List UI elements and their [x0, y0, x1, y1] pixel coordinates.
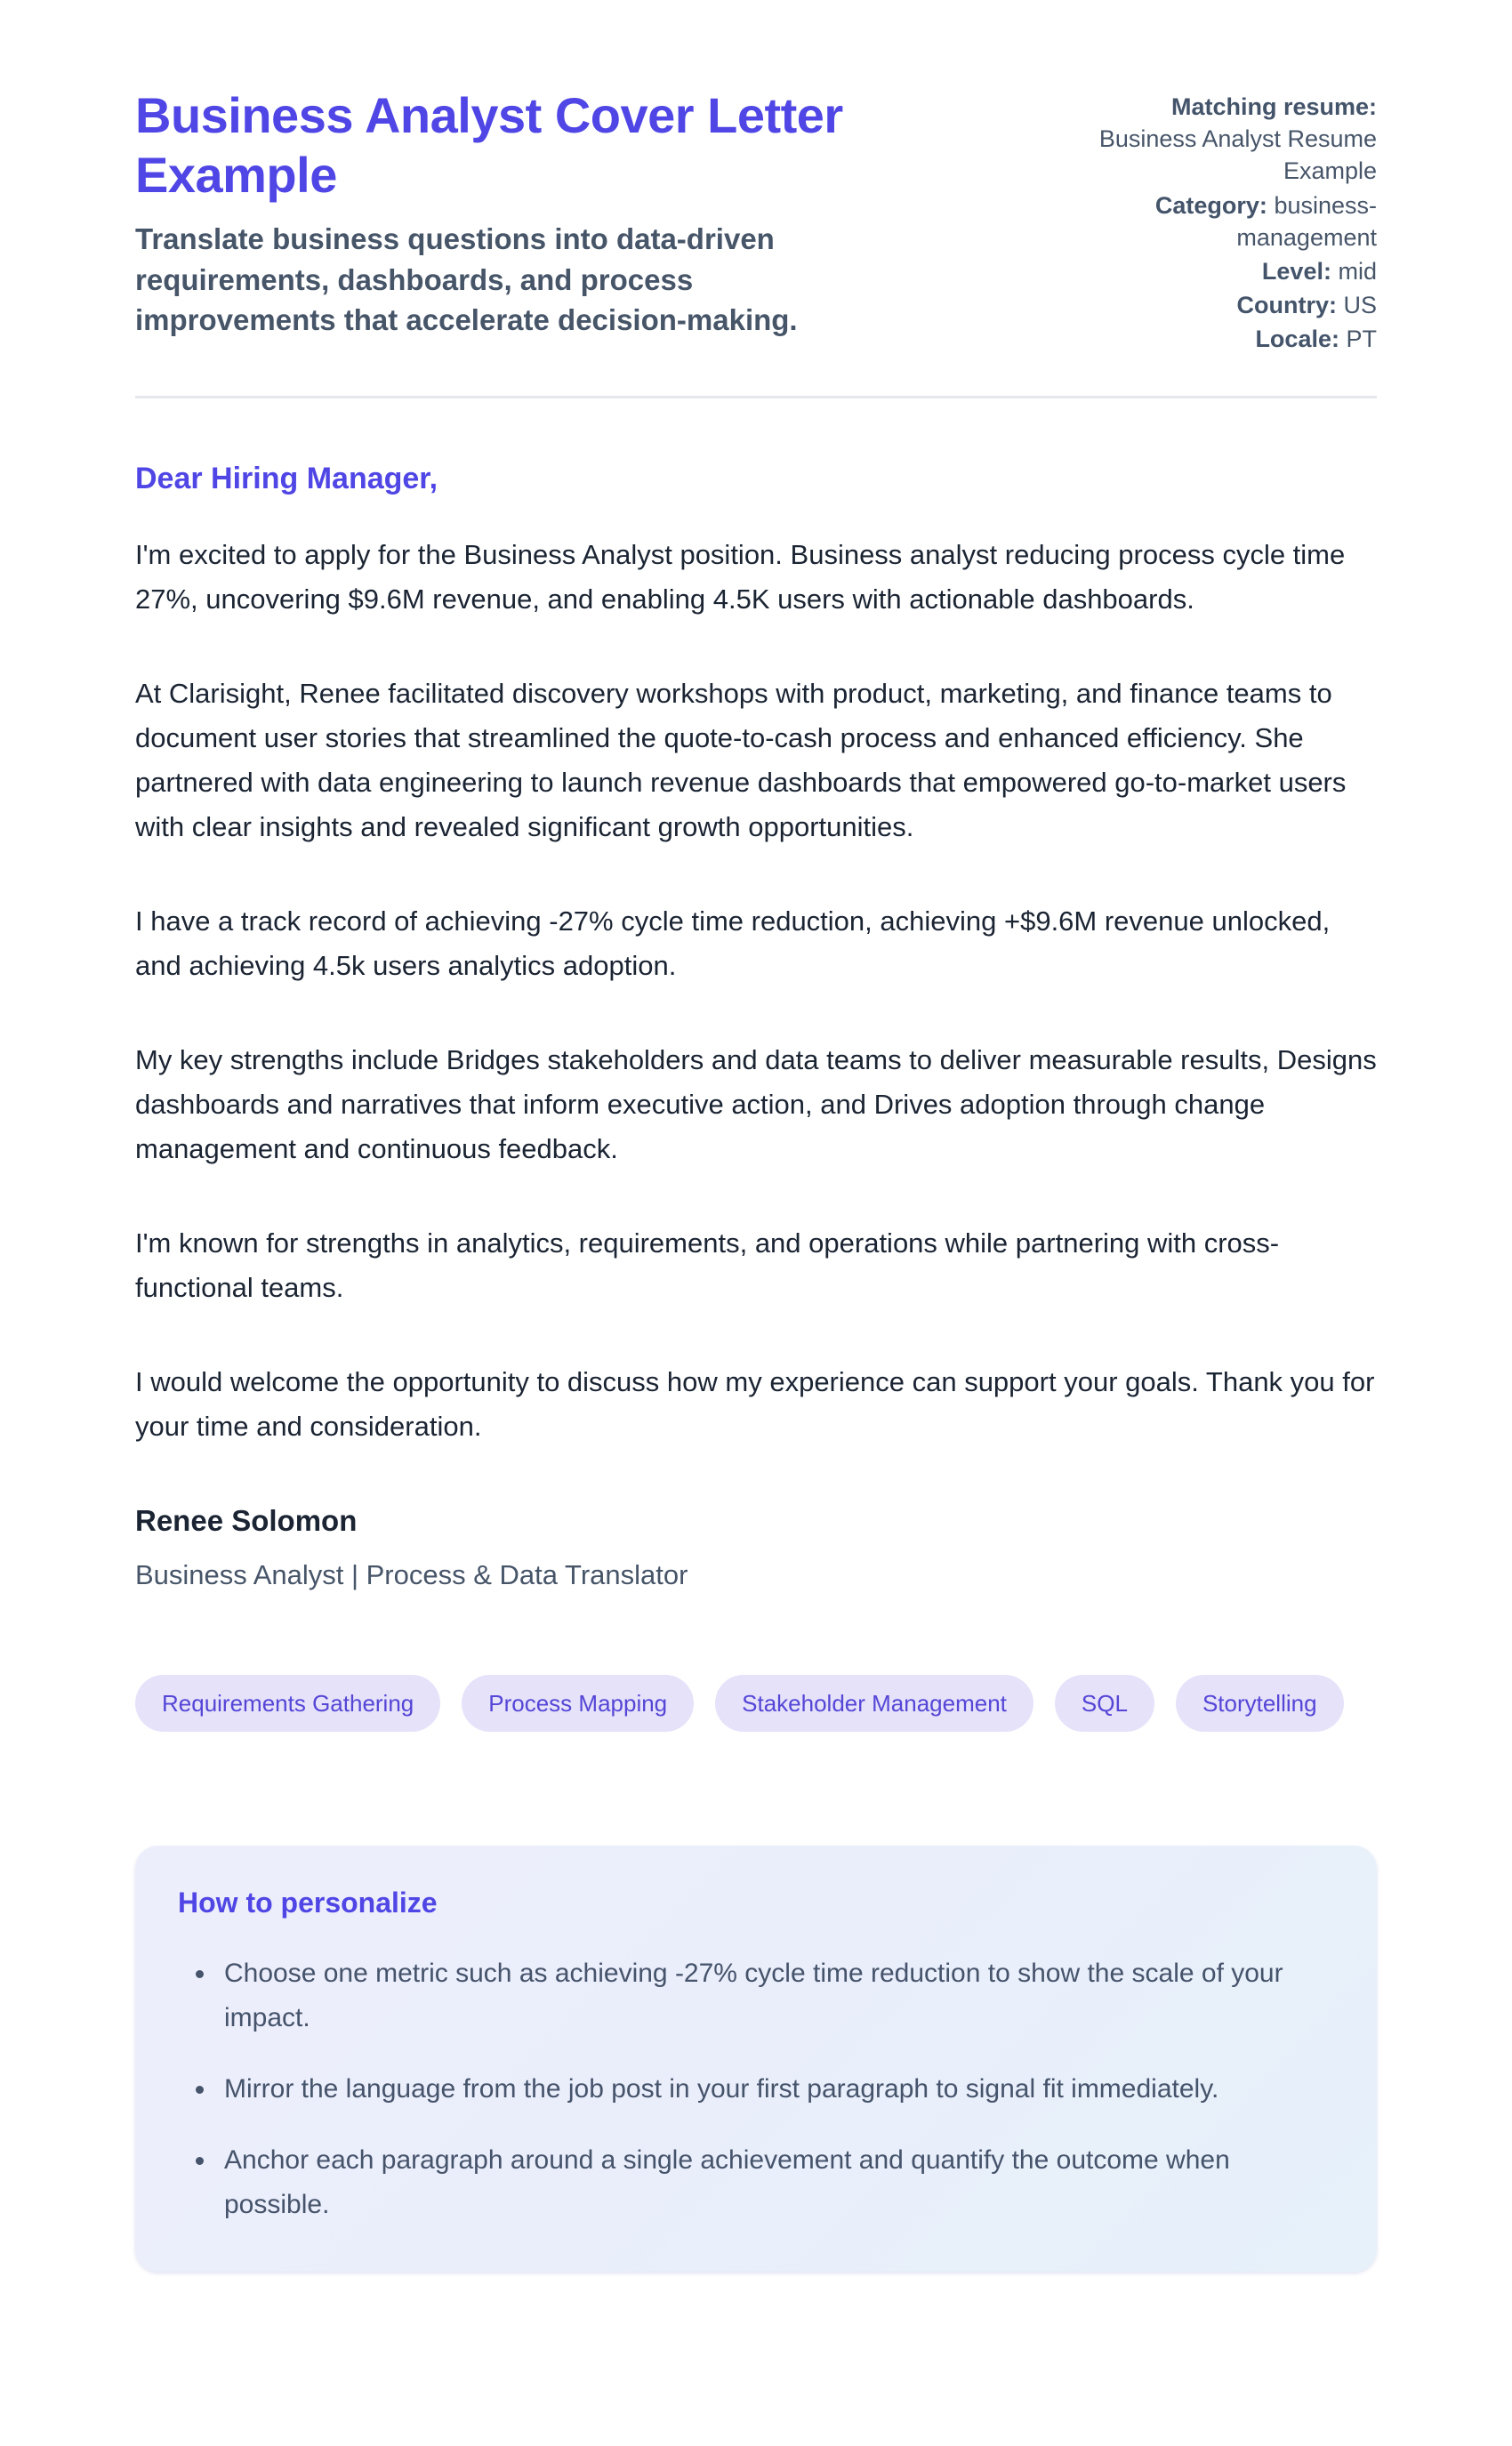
meta-level-value: mid — [1338, 257, 1377, 285]
meta-matching-resume-label: Matching resume: — [1170, 93, 1377, 120]
letter-body — [135, 533, 1377, 1449]
letter-paragraph: I would welcome the opportunity to discuss how my experience can support your goals. Thank you for your time and consideration. — [135, 1365, 1375, 1442]
content-container — [135, 0, 1377, 2272]
header — [135, 85, 1377, 357]
letter-paragraph: I'm excited to apply for the Business Analyst position. Business analyst reducing process cycle time 27%, uncovering $9.6M revenue, and enabling 4.5K users with actionable dashboards. — [135, 538, 1346, 615]
meta-locale-label: Locale: — [1255, 326, 1339, 353]
signature-name: Renee Solomon — [135, 1503, 358, 1537]
meta-country-value: US — [1343, 292, 1377, 319]
letter-paragraph: My key strengths include Bridges stakeholders and data teams to deliver measurable results, Designs dashboards and narratives that inform executive action, and Drives adoption through change management and continuous feedback. — [135, 1043, 1377, 1164]
personalize-tip: • Mirror the language from the job post in your first paragraph to signal fit immediately. — [217, 2067, 1334, 2112]
meta-category-label: Category: — [1154, 191, 1267, 219]
resume-meta-block — [1082, 85, 1377, 357]
meta-country — [1082, 289, 1377, 321]
meta-locale — [1082, 323, 1377, 355]
meta-matching-resume — [1082, 91, 1377, 188]
meta-level-label: Level: — [1261, 257, 1331, 285]
personalize-tip: • Choose one metric such as achieving -27% cycle time reduction to show the scale of your impact. — [217, 1951, 1334, 2040]
letter-salutation: Dear Hiring Manager, — [135, 462, 438, 496]
skill-tag-stakeholder-management[interactable]: Stakeholder Management — [715, 1675, 1033, 1732]
personalize-callout — [135, 1846, 1377, 2272]
skill-tag-requirements-gathering[interactable]: Requirements Gathering — [135, 1675, 440, 1732]
skill-tag-storytelling[interactable]: Storytelling — [1176, 1675, 1344, 1732]
letter-paragraph: I have a track record of achieving -27% cycle time reduction, achieving +$9.6M revenue unlocked, and achieving 4.5k users analytics adoption. — [135, 905, 1331, 981]
signature-role: Business Analyst | Process & Data Translator — [135, 1558, 688, 1590]
meta-locale-value: PT — [1346, 326, 1377, 353]
skill-tag-sql[interactable]: SQL — [1055, 1675, 1154, 1732]
meta-level — [1082, 255, 1377, 287]
header-divider — [135, 396, 1377, 398]
page-title: Business Analyst Cover Letter Example — [135, 87, 843, 204]
personalize-tip-list — [178, 1951, 1334, 2227]
skill-tag-process-mapping[interactable]: Process Mapping — [462, 1675, 694, 1732]
meta-matching-resume-value: Business Analyst Resume Example — [1098, 125, 1377, 185]
letter-paragraph: At Clarisight, Renee facilitated discovery workshops with product, marketing, and finance teams to document user stories that streamlined the quote-to-cash process and enhanced efficiency. She partnered with data engineering to launch revenue dashboards that empowered go-to-market users with clear insights and revealed significant growth opportunities. — [135, 677, 1347, 842]
personalize-tip: • Anchor each paragraph around a single achievement and quantify the outcome when possible. — [217, 2138, 1334, 2227]
header-title-block — [135, 85, 1007, 341]
meta-country-label: Country: — [1236, 292, 1337, 319]
personalize-heading: How to personalize — [178, 1886, 438, 1919]
letter-paragraph: I'm known for strengths in analytics, requirements, and operations while partnering with cross-functional teams. — [135, 1227, 1280, 1303]
meta-category-value: business-management — [1236, 191, 1377, 251]
meta-category — [1082, 189, 1377, 253]
page-subtitle: Translate business questions into data-driven requirements, dashboards, and process improvements that accelerate decision-making. — [135, 222, 798, 337]
skill-tags-row — [135, 1675, 1377, 1732]
